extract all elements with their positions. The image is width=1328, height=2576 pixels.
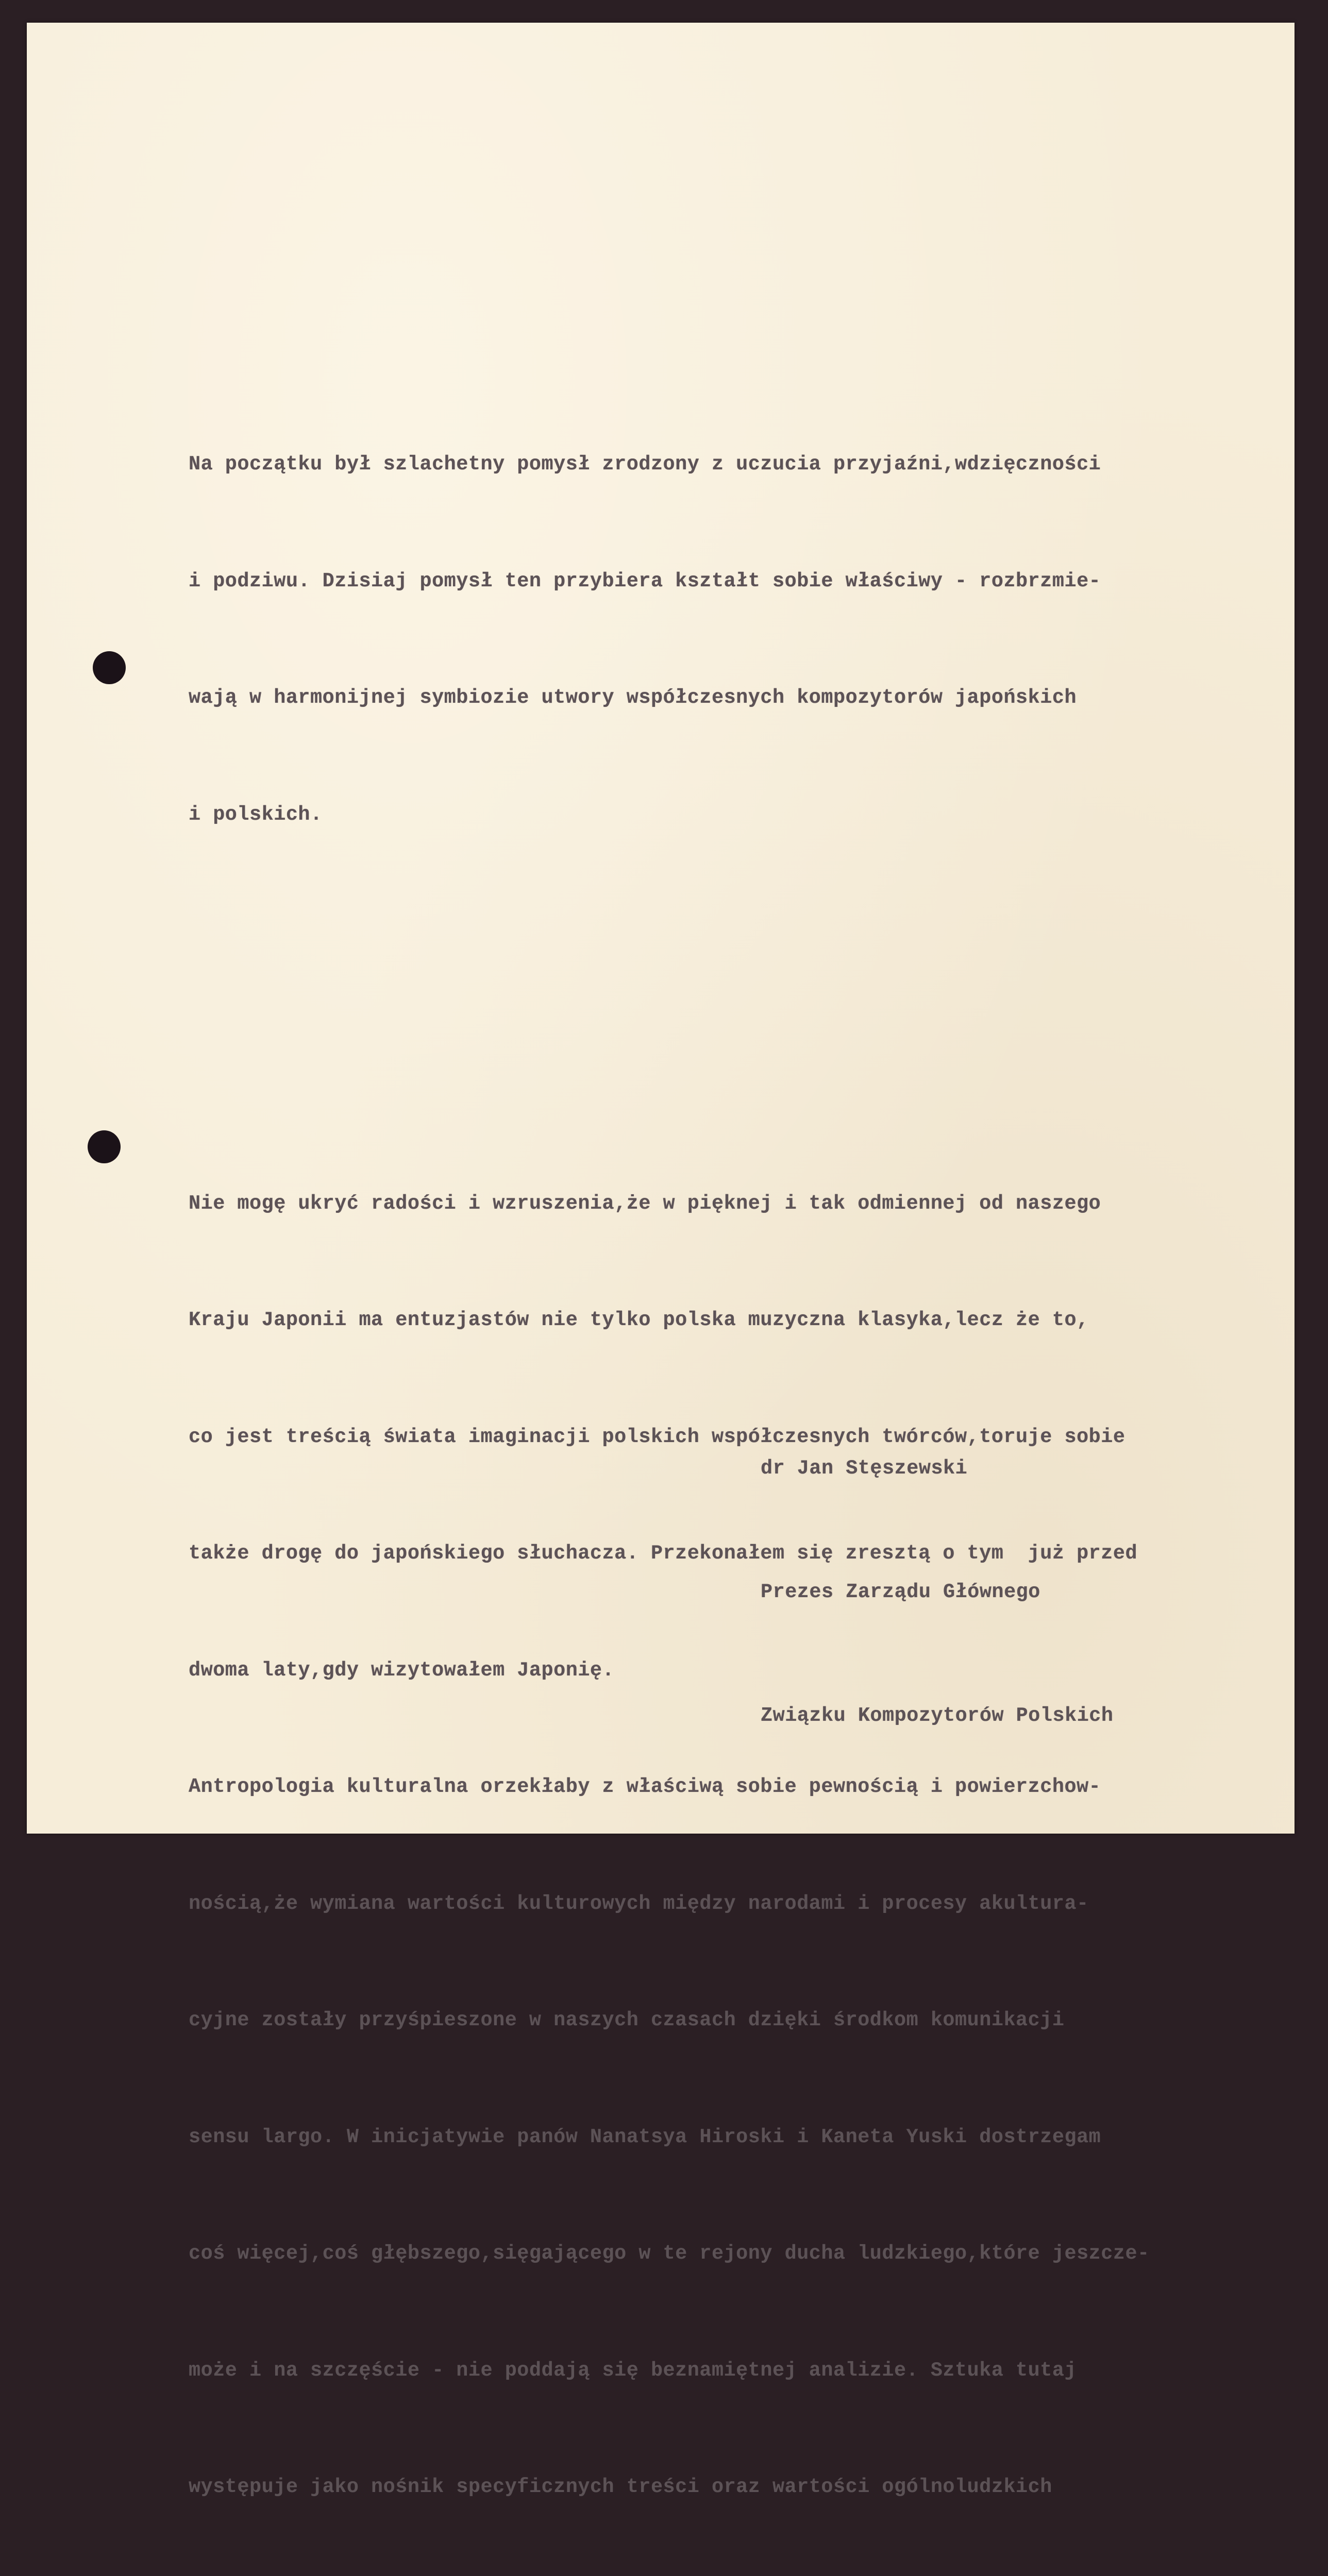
- text-line: wają w harmonijnej symbiozie utwory współczesnych kompozytorów japońskich: [189, 679, 1260, 718]
- punch-hole-lower: [88, 1130, 121, 1163]
- signatory-title: Prezes Zarządu Głównego: [761, 1571, 1114, 1613]
- paragraph-1: [189, 367, 1260, 912]
- paragraph-gap: [189, 990, 1260, 1029]
- text-line: coś więcej,coś głębszego,sięgającego w te rejony ducha ludzkiego,które jeszcze-: [189, 2234, 1260, 2274]
- text-line: Antropologia kulturalna orzekłaby z właściwą sobie pewnością i powierzchow-: [189, 1768, 1260, 1807]
- signatory-name: dr Jan Stęszewski: [761, 1448, 1114, 1489]
- text-line: i polskich.: [189, 795, 1260, 835]
- text-line: Kraju Japonii ma entuzjastów nie tylko polska muzyczna klasyka,lecz że to,: [189, 1301, 1260, 1340]
- text-line: nością,że wymiana wartości kulturowych między narodami i procesy akultura-: [189, 1885, 1260, 1924]
- text-line: sensu largo. W inicjatywie panów Nanatsya Hiroski i Kaneta Yuski dostrzegam: [189, 2118, 1260, 2157]
- paragraph-2: [189, 1107, 1260, 2576]
- text-line: cyjne zostały przyśpieszone w naszych czasach dzięki środkom komunikacji: [189, 2001, 1260, 2040]
- text-line: i podziwu. Dzisiaj pomysł ten przybiera kształt sobie właściwy - rozbrzmie-: [189, 562, 1260, 601]
- punch-hole-upper: [93, 651, 126, 684]
- text-line: występuje jako nośnik specyficznych treści oraz wartości ogólnoludzkich: [189, 2468, 1260, 2507]
- text-line: może i na szczęście - nie poddają się beznamiętnej analizie. Sztuka tutaj: [189, 2351, 1260, 2391]
- text-line: co jest treścią świata imaginacji polskich współczesnych twórców,toruje sobie: [189, 1418, 1260, 1457]
- text-line: Na początku był szlachetny pomysł zrodzony z uczucia przyjaźni,wdzięczności: [189, 445, 1260, 484]
- text-line: także drogę do japońskiego słuchacza. Przekonałem się zresztą o tym już przed: [189, 1534, 1260, 1573]
- signature-block: [761, 1365, 1114, 1777]
- text-line: Nie mogę ukryć radości i wzruszenia,że w pięknej i tak odmiennej od naszego: [189, 1184, 1260, 1224]
- signatory-organization: Związku Kompozytorów Polskich: [761, 1695, 1114, 1736]
- text-line: dwoma laty,gdy wizytowałem Japonię.: [189, 1651, 1260, 1690]
